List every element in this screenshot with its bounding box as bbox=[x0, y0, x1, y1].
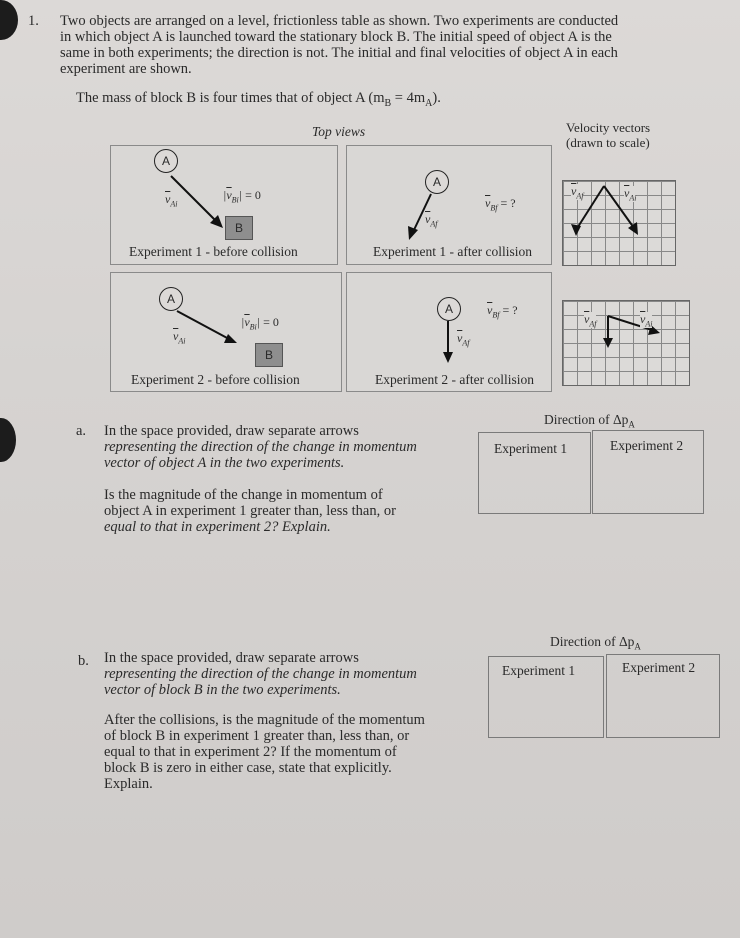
part-a-question-1: Is the magnitude of the change in momentum of bbox=[104, 487, 383, 503]
velocity-label-ai: $\overline{v}_{Ai}$ bbox=[165, 192, 178, 209]
part-b-question-5: Explain. bbox=[104, 776, 153, 792]
velocity-label-bi: $|\overline{v}_{Bi}| = 0$ bbox=[223, 188, 261, 205]
part-a-question-3: equal to that in experiment 2? Explain. bbox=[104, 519, 331, 535]
question-line-2: in which object A is launched toward the stationary block B. The initial speed of object A is the bbox=[60, 29, 612, 45]
velocity-label-af: $\overline{v}_{Af}$ bbox=[425, 212, 438, 229]
question-line-4: experiment are shown. bbox=[60, 61, 192, 77]
part-b-direction-label: Direction of $\Delta p_A$ bbox=[550, 634, 641, 652]
question-line-3: same in both experiments; the direction is not. The initial and final velocities of object A in each bbox=[60, 45, 618, 61]
part-b-exp1-label: Experiment 1 bbox=[502, 663, 576, 678]
part-b-letter: b. bbox=[78, 653, 89, 669]
part-a-line-1: In the space provided, draw separate arrows bbox=[104, 423, 359, 439]
object-a: A bbox=[425, 170, 449, 194]
part-a-letter: a. bbox=[76, 423, 87, 439]
grid-label-af: $\overline{v}_{Af}$ bbox=[571, 184, 584, 201]
velocity-label-bf: $\overline{v}_{Bf}$ = ? bbox=[485, 196, 516, 213]
grid-label-ai: $\overline{v}_{Ai}$ bbox=[624, 186, 637, 203]
exp2-before-caption: Experiment 2 - before collision bbox=[131, 372, 300, 387]
part-b-question-1: After the collisions, is the magnitude of the momentum bbox=[104, 712, 425, 728]
block-b: B bbox=[255, 343, 283, 367]
part-a-line-3: vector of object A in the two experiments. bbox=[104, 455, 345, 471]
velocity-label-ai: $\overline{v}_{Ai}$ bbox=[173, 329, 186, 346]
object-a: A bbox=[437, 297, 461, 321]
part-b-line-2: representing the direction of the change in momentum bbox=[104, 666, 417, 682]
part-a-exp1-label: Experiment 1 bbox=[494, 441, 568, 456]
object-a: A bbox=[159, 287, 183, 311]
grid-label-af: $\overline{v}_{Af}$ bbox=[584, 312, 597, 329]
question-number: 1. bbox=[28, 13, 39, 29]
part-b-question-3: equal to that in experiment 2? If the momentum of bbox=[104, 744, 397, 760]
part-a-question-2: object A in experiment 1 greater than, less than, or bbox=[104, 503, 396, 519]
exp1-before-caption: Experiment 1 - before collision bbox=[129, 244, 298, 259]
part-b-line-3: vector of block B in the two experiments. bbox=[104, 682, 341, 698]
velocity-label-bi: $|\overline{v}_{Bi}| = 0$ bbox=[241, 315, 279, 332]
part-b-question-4: block B is zero in either case, state that explicitly. bbox=[104, 760, 392, 776]
block-b: B bbox=[225, 216, 253, 240]
part-b-line-1: In the space provided, draw separate arrows bbox=[104, 650, 359, 666]
velocity-vectors-label: Velocity vectors bbox=[566, 120, 651, 135]
top-views-label: Top views bbox=[312, 124, 366, 139]
grid-label-ai: $\overline{v}_{Ai}$ bbox=[640, 312, 653, 329]
exp2-after-caption: Experiment 2 - after collision bbox=[375, 372, 534, 387]
question-line-1: Two objects are arranged on a level, frictionless table as shown. Two experiments are conducted bbox=[60, 13, 619, 29]
part-a-line-2: representing the direction of the change in momentum bbox=[104, 439, 417, 455]
part-a-direction-label: Direction of $\Delta p_A$ bbox=[544, 412, 635, 430]
exp1-after-caption: Experiment 1 - after collision bbox=[373, 244, 532, 259]
velocity-label-af: $\overline{v}_{Af}$ bbox=[457, 331, 470, 348]
object-a: A bbox=[154, 149, 178, 173]
velocity-label-bf: $\overline{v}_{Bf}$ = ? bbox=[487, 303, 518, 320]
velocity-vectors-scale: (drawn to scale) bbox=[566, 135, 650, 150]
mass-statement: The mass of block B is four times that of object A $(m_B = 4m_A)$. bbox=[76, 90, 441, 109]
part-a-exp2-label: Experiment 2 bbox=[610, 438, 684, 453]
part-b-question-2: of block B in experiment 1 greater than, less than, or bbox=[104, 728, 410, 744]
part-b-exp2-label: Experiment 2 bbox=[622, 660, 696, 675]
